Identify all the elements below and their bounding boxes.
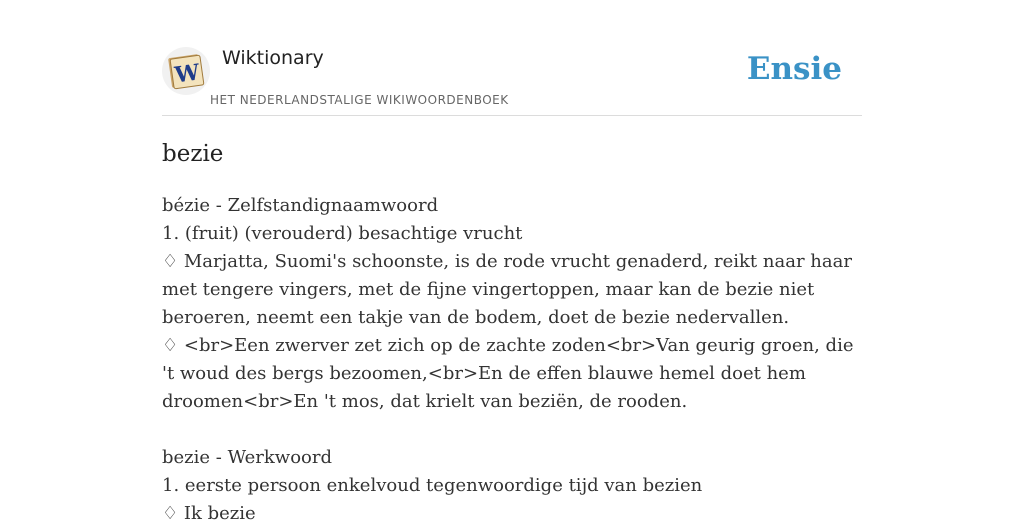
entry-separator: [162, 416, 862, 444]
entry-example: ♢ <br>Een zwerver zet zich op de zachte zoden<br>Van geurig groen, die 't woud des bergs bezoomen,<br>En de effen blauwe hemel doet hem droomen<br>En 't mos, dat krielt van beziën, de rooden.: [162, 335, 854, 412]
site-tagline: HET NEDERLANDSTALIGE WIKIWOORDENBOEK: [210, 93, 509, 107]
entry-definition: 1. eerste persoon enkelvoud tegenwoordige tijd van bezien: [162, 475, 703, 496]
entry-definition: 1. (fruit) (verouderd) besachtige vrucht: [162, 223, 523, 244]
entry-noun: [162, 192, 862, 416]
entry-example: ♢ Ik bezie: [162, 503, 256, 524]
wiktionary-logo[interactable]: [162, 47, 210, 95]
entry-example: ♢ Marjatta, Suomi's schoonste, is de rode vrucht genaderd, reikt naar haar met tengere vingers, met de fijne vingertoppen, maar kan de bezie niet beroeren, neemt een takje van de bodem, doet de bezie nedervallen.: [162, 251, 852, 328]
site-header: [162, 0, 862, 116]
page-title: bezie: [162, 141, 224, 167]
wiktionary-tile-icon: [165, 50, 207, 92]
entry-heading: bézie - Zelfstandignaamwoord: [162, 195, 439, 216]
main-content: [162, 139, 862, 528]
logo-letter: W: [173, 59, 202, 89]
entry-verb: [162, 444, 862, 528]
ensie-brand-link[interactable]: Ensie: [746, 51, 842, 87]
site-title[interactable]: Wiktionary: [222, 47, 324, 69]
entry-heading: bezie - Werkwoord: [162, 447, 332, 468]
